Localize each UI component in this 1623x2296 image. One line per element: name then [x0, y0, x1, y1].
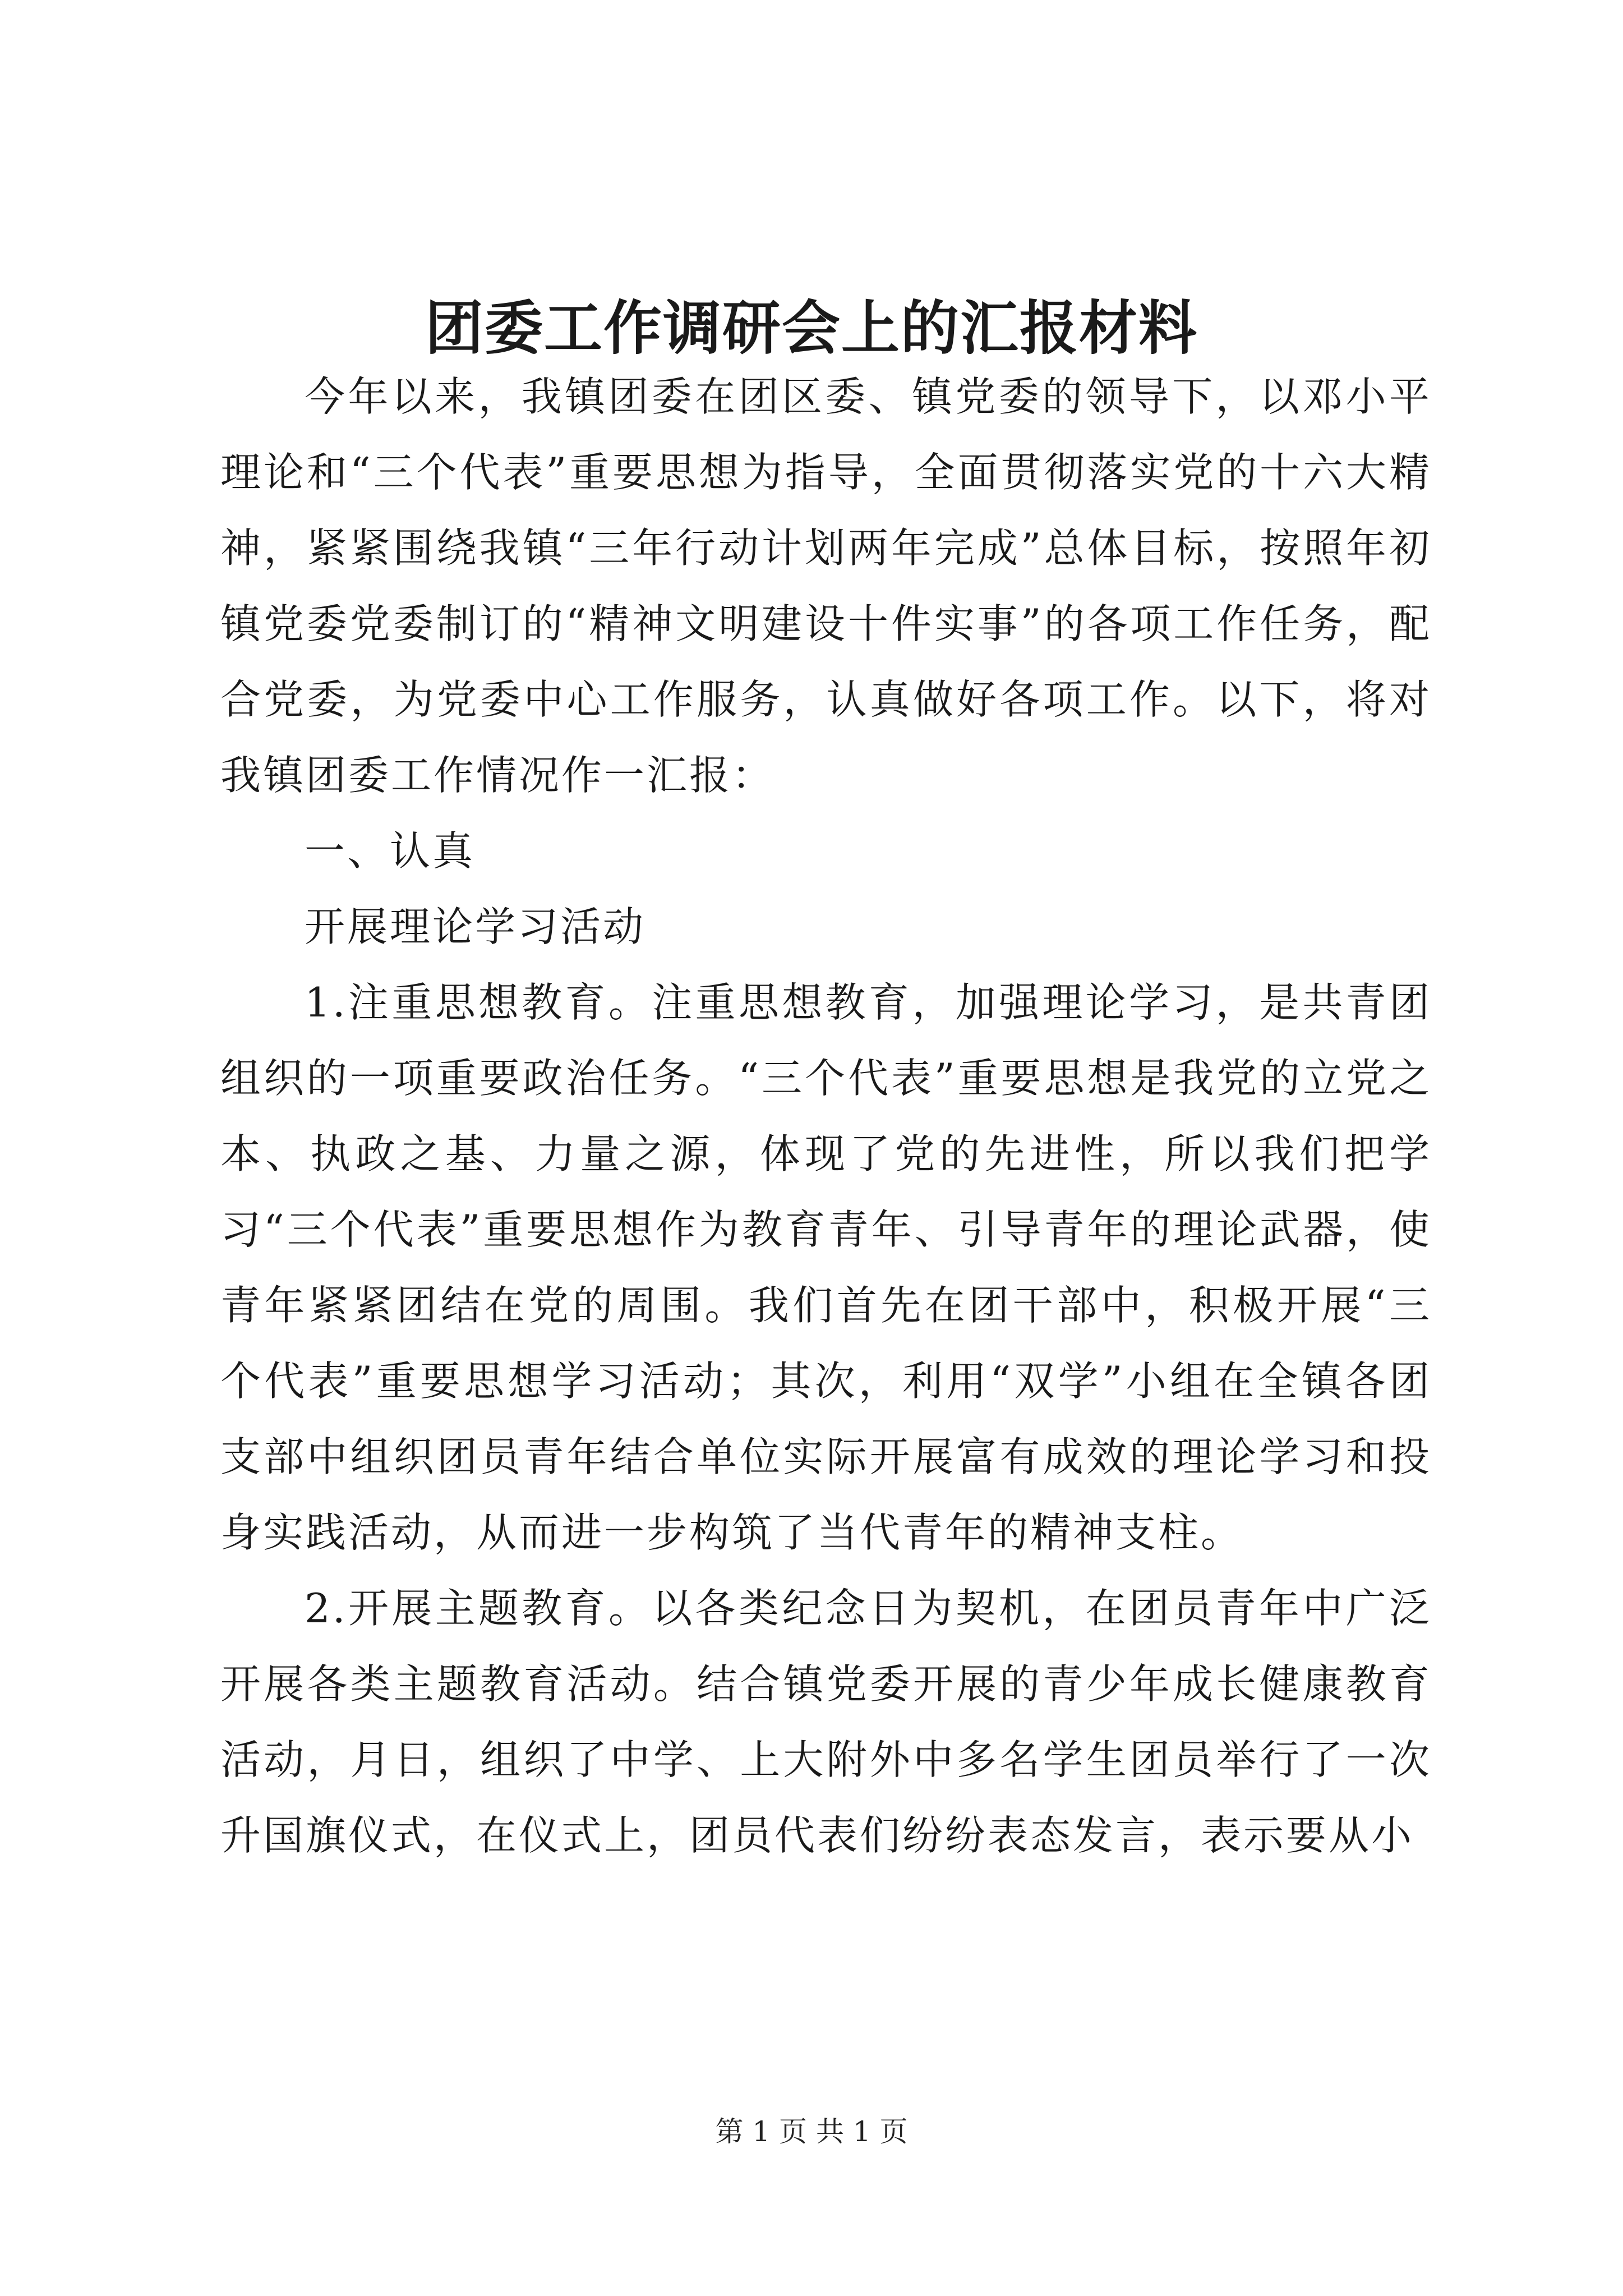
page-number-footer: 第 1 页 共 1 页: [715, 2115, 908, 2148]
intro-paragraph: 今年以来，我镇团委在团区委、镇党委的领导下，以邓小平理论和“三个代表”重要思想为指导，全面贯彻落实党的十六大精神，紧紧围绕我镇“三年行动计划两年完成”总体目标，按照年初镇党委党委制订的“精神文明建设十件实事”的各项工作任务，配合党委，为党委中心工作服务，认真做好各项工作。以下，将对我镇团委工作情况作一汇报：: [220, 373, 1432, 799]
section-heading-1-continued: 开展理论学习活动: [305, 903, 646, 950]
document-title: 团委工作调研会上的汇报材料: [425, 293, 1198, 362]
document-body: [220, 359, 1432, 1874]
section-heading-1: 一、认真: [305, 827, 476, 875]
item-1-paragraph: 1.注重思想教育。注重思想教育，加强理论学习，是共青团组织的一项重要政治任务。“三个代表”重要思想是我党的立党之本、执政之基、力量之源，体现了党的先进性，所以我们把学习“三个代表”重要思想作为教育青年、引导青年的理论武器，使青年紧紧团结在党的周围。我们首先在团干部中，积极开展“三个代表”重要思想学习活动；其次，利用“双学”小组在全镇各团支部中组织团员青年结合单位实际开展富有成效的理论学习和投身实践活动，从而进一步构筑了当代青年的精神支柱。: [220, 979, 1432, 1556]
item-2-paragraph: 2.开展主题教育。以各类纪念日为契机，在团员青年中广泛开展各类主题教育活动。结合镇党委开展的青少年成长健康教育活动，月日，组织了中学、上大附外中多名学生团员举行了一次升国旗仪式，在仪式上，团员代表们纷纷表态发言，表示要从小: [220, 1585, 1432, 1859]
